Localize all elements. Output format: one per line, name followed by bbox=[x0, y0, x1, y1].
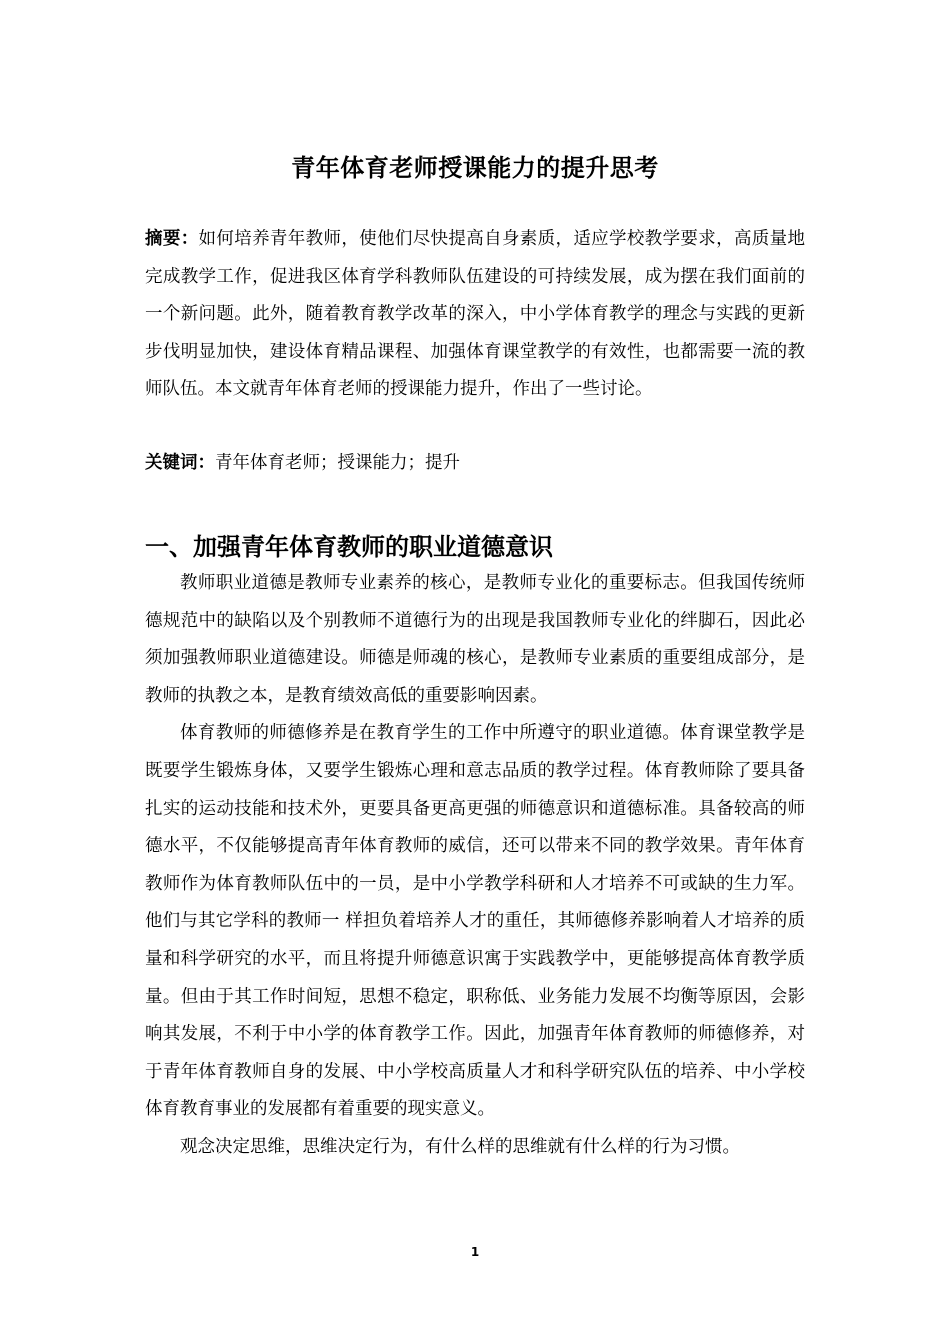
body-paragraph: 体育教师的师德修养是在教育学生的工作中所遵守的职业道德。体育课堂教学是既要学生锻炼身体，又要学生锻炼心理和意志品质的教学过程。体育教师除了要具备扎实的运动技能和技术外，更要具备更高更强的师德意识和道德标准。具备较高的师德水平，不仅能够提高青年体育教师的威信，还可以带来不同的教学效果。青年体育教师作为体育教师队伍中的一员，是中小学教学科研和人才培养不可或缺的生力军。他们与其它学科的教师一 样担负着培养人才的重任，其师德修养影响着人才培养的质量和科学研究的水平，而且将提升师德意识寓于实践教学中，更能够提高体育教学质量。但由于其工作时间短，思想不稳定，职称低、业务能力发展不均衡等原因，会影响其发展，不利于中小学的体育教学工作。因此，加强青年体育教师的师德修养，对于青年体育教师自身的发展、中小学校高质量人才和科学研究队伍的培养、中小学校体育教育事业的发展都有着重要的现实意义。 bbox=[145, 723, 805, 1120]
document-title: 青年体育老师授课能力的提升思考 bbox=[291, 153, 659, 183]
page-number: 1 bbox=[470, 1245, 480, 1259]
section-body bbox=[145, 565, 805, 1167]
body-paragraph: 教师职业道德是教师专业素养的核心，是教师专业化的重要标志。但我国传统师德规范中的缺陷以及个别教师不道德行为的出现是我国教师专业化的绊脚石，因此必须加强教师职业道德建设。师德是师魂的核心，是教师专业素质的重要组成部分，是教师的执教之本，是教育绩效高低的重要影响因素。 bbox=[145, 573, 805, 706]
body-paragraph: 观念决定思维，思维决定行为，有什么样的思维就有什么样的行为习惯。 bbox=[180, 1136, 740, 1157]
abstract-text: 如何培养青年教师，使他们尽快提高自身素质，适应学校教学要求，高质量地完成教学工作，促进我区体育学科教师队伍建设的可持续发展，成为摆在我们面前的一个新问题。此外，随着教育教学改革的深入，中小学体育教学的理念与实践的更新步伐明显加快，建设体育精品课程、加强体育课堂教学的有效性，也都需要一流的教师队伍。本文就青年体育老师的授课能力提升，作出了一些讨论。 bbox=[145, 229, 806, 399]
keywords-label: 关键词： bbox=[145, 453, 215, 473]
keywords bbox=[145, 447, 805, 479]
keywords-text: 青年体育老师；授课能力；提升 bbox=[215, 453, 460, 473]
abstract-label: 摘要： bbox=[145, 229, 199, 249]
section-heading: 一、加强青年体育教师的职业道德意识 bbox=[145, 533, 553, 561]
abstract bbox=[145, 221, 805, 409]
